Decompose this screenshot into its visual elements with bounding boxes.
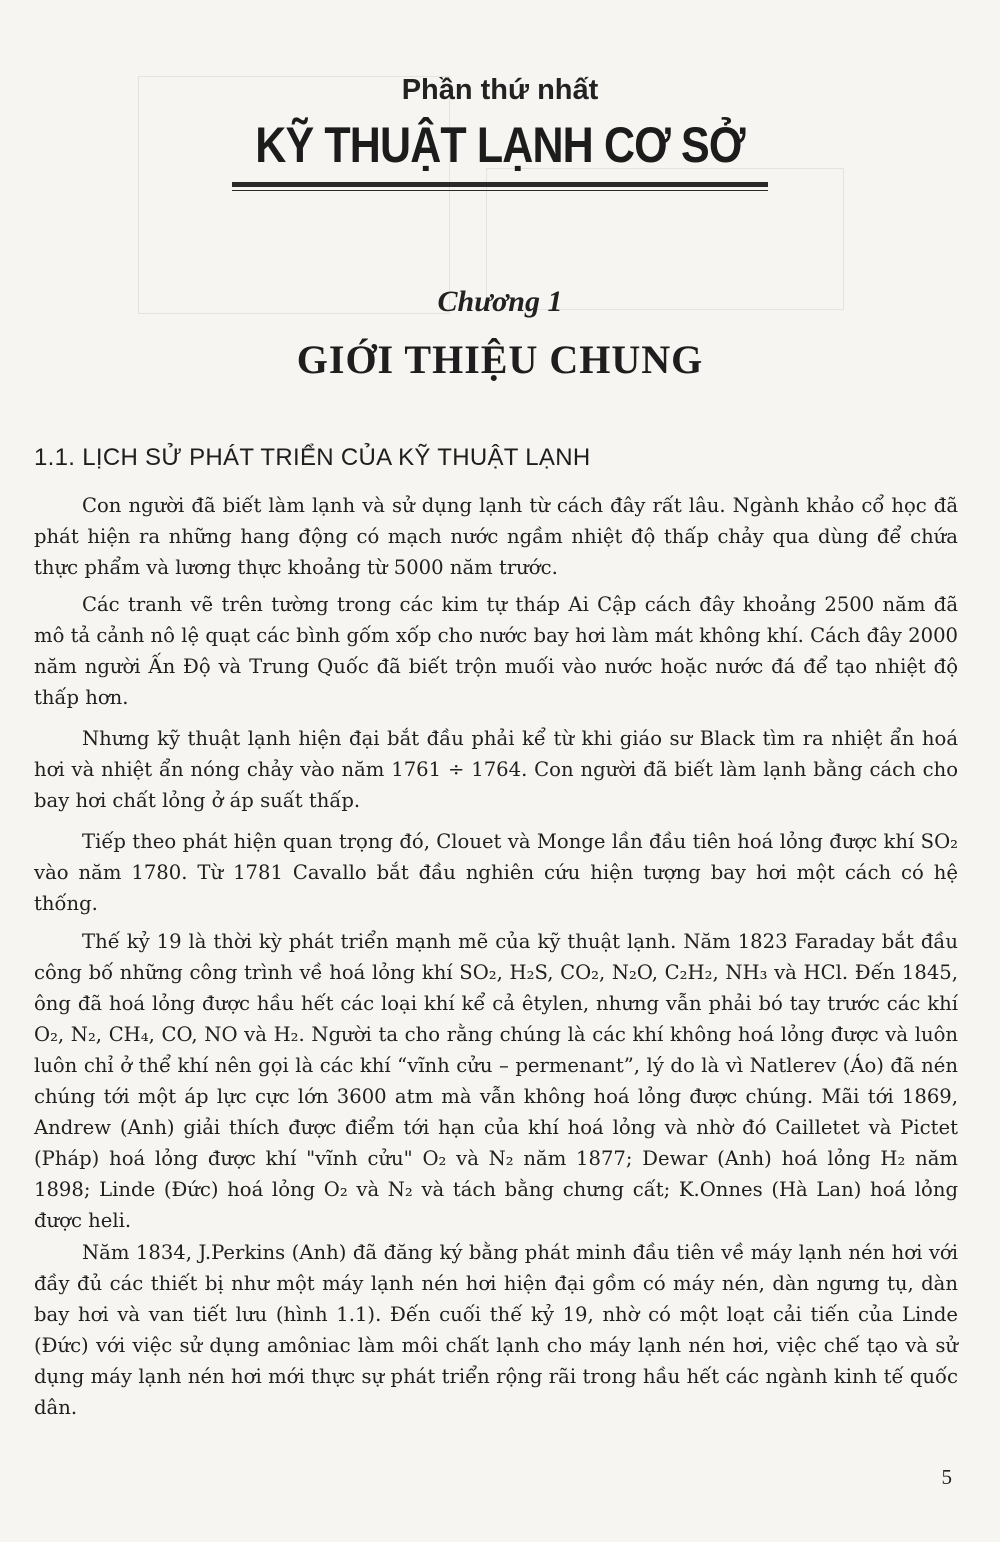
title-underline — [232, 182, 768, 187]
paragraph: Nhưng kỹ thuật lạnh hiện đại bắt đầu phải kể từ khi giáo sư Black tìm ra nhiệt ẩn hoá hơi và nhiệt ẩn nóng chảy vào năm 1761 ÷ 1764. Con người đã biết làm lạnh bằng cách cho bay hơi chất lỏng ở áp suất thấp. — [34, 727, 958, 812]
page-number: 5 — [941, 1465, 952, 1489]
bleed-through-figure — [138, 76, 450, 314]
chapter-title: GIỚI THIỆU CHUNG — [296, 337, 704, 382]
part-label: Phần thứ nhất — [401, 74, 599, 106]
section-heading: 1.1. LỊCH SỬ PHÁT TRIỂN CỦA KỸ THUẬT LẠNH — [34, 444, 591, 471]
paragraph: Tiếp theo phát hiện quan trọng đó, Clouet và Monge lần đầu tiên hoá lỏng được khí SO₂ vào năm 1780. Từ 1781 Cavallo bắt đầu nghiên cứu hiện tượng bay hơi một cách có hệ thống. — [34, 830, 958, 915]
paragraph: Các tranh vẽ trên tường trong các kim tự tháp Ai Cập cách đây khoảng 2500 năm đã mô tả cảnh nô lệ quạt các bình gốm xốp cho nước bay hơi làm mát không khí. Cách đây 2000 năm người Ấn Độ và Trung Quốc đã biết trộn muối vào nước hoặc nước đá để tạo nhiệt độ thấp hơn. — [34, 593, 958, 709]
book-title: KỸ THUẬT LẠNH CƠ SỞ — [255, 117, 745, 173]
paragraph: Con người đã biết làm lạnh và sử dụng lạnh từ cách đây rất lâu. Ngành khảo cổ học đã phát hiện ra những hang động có mạch nước ngầm nhiệt độ thấp chảy qua dùng để chứa thực phẩm và lương thực khoảng từ 5000 năm trước. — [34, 494, 958, 579]
paragraph: Năm 1834, J.Perkins (Anh) đã đăng ký bằng phát minh đầu tiên về máy lạnh nén hơi với đầy đủ các thiết bị như một máy lạnh nén hơi hiện đại gồm có máy nén, dàn ngưng tụ, dàn bay hơi và van tiết lưu (hình 1.1). Đến cuối thế kỷ 19, nhờ có một loạt cải tiến của Linde (Đức) với việc sử dụng amôniac làm môi chất lạnh cho máy lạnh nén hơi, việc chế tạo và sử dụng máy lạnh nén hơi mới thực sự phát triển rộng rãi trong hầu hết các ngành kinh tế quốc dân. — [34, 1241, 958, 1419]
chapter-label: Chương 1 — [437, 285, 563, 318]
paragraph: Thế kỷ 19 là thời kỳ phát triển mạnh mẽ của kỹ thuật lạnh. Năm 1823 Faraday bắt đầu công bố những công trình về hoá lỏng khí SO₂, H₂S, CO₂, N₂O, C₂H₂, NH₃ và HCl. Đến 1845, ông đã hoá lỏng được hầu hết các loại khí kể cả êtylen, nhưng vẫn phải bó tay trước các khí O₂, N₂, CH₄, CO, NO và H₂. Người ta cho rằng chúng là các khí không hoá lỏng được và luôn luôn chỉ ở thể khí nên gọi là các khí “vĩnh cửu – permenant”, lý do là vì Natlerev (Áo) đã nén chúng tới một áp lực cực lớn 3600 atm mà vẫn không hoá lỏng được chúng. Mãi tới 1869, Andrew (Anh) giải thích được điểm tới hạn của khí hoá lỏng và nhờ đó Cailletet và Pictet (Pháp) hoá lỏng được khí "vĩnh cửu" O₂ và N₂ năm 1877; Dewar (Anh) hoá lỏng H₂ năm 1898; Linde (Đức) hoá lỏng O₂ và N₂ và tách bằng chưng cất; K.Onnes (Hà Lan) hoá lỏng được heli. — [34, 930, 958, 1232]
title-underline-thin — [232, 190, 768, 191]
